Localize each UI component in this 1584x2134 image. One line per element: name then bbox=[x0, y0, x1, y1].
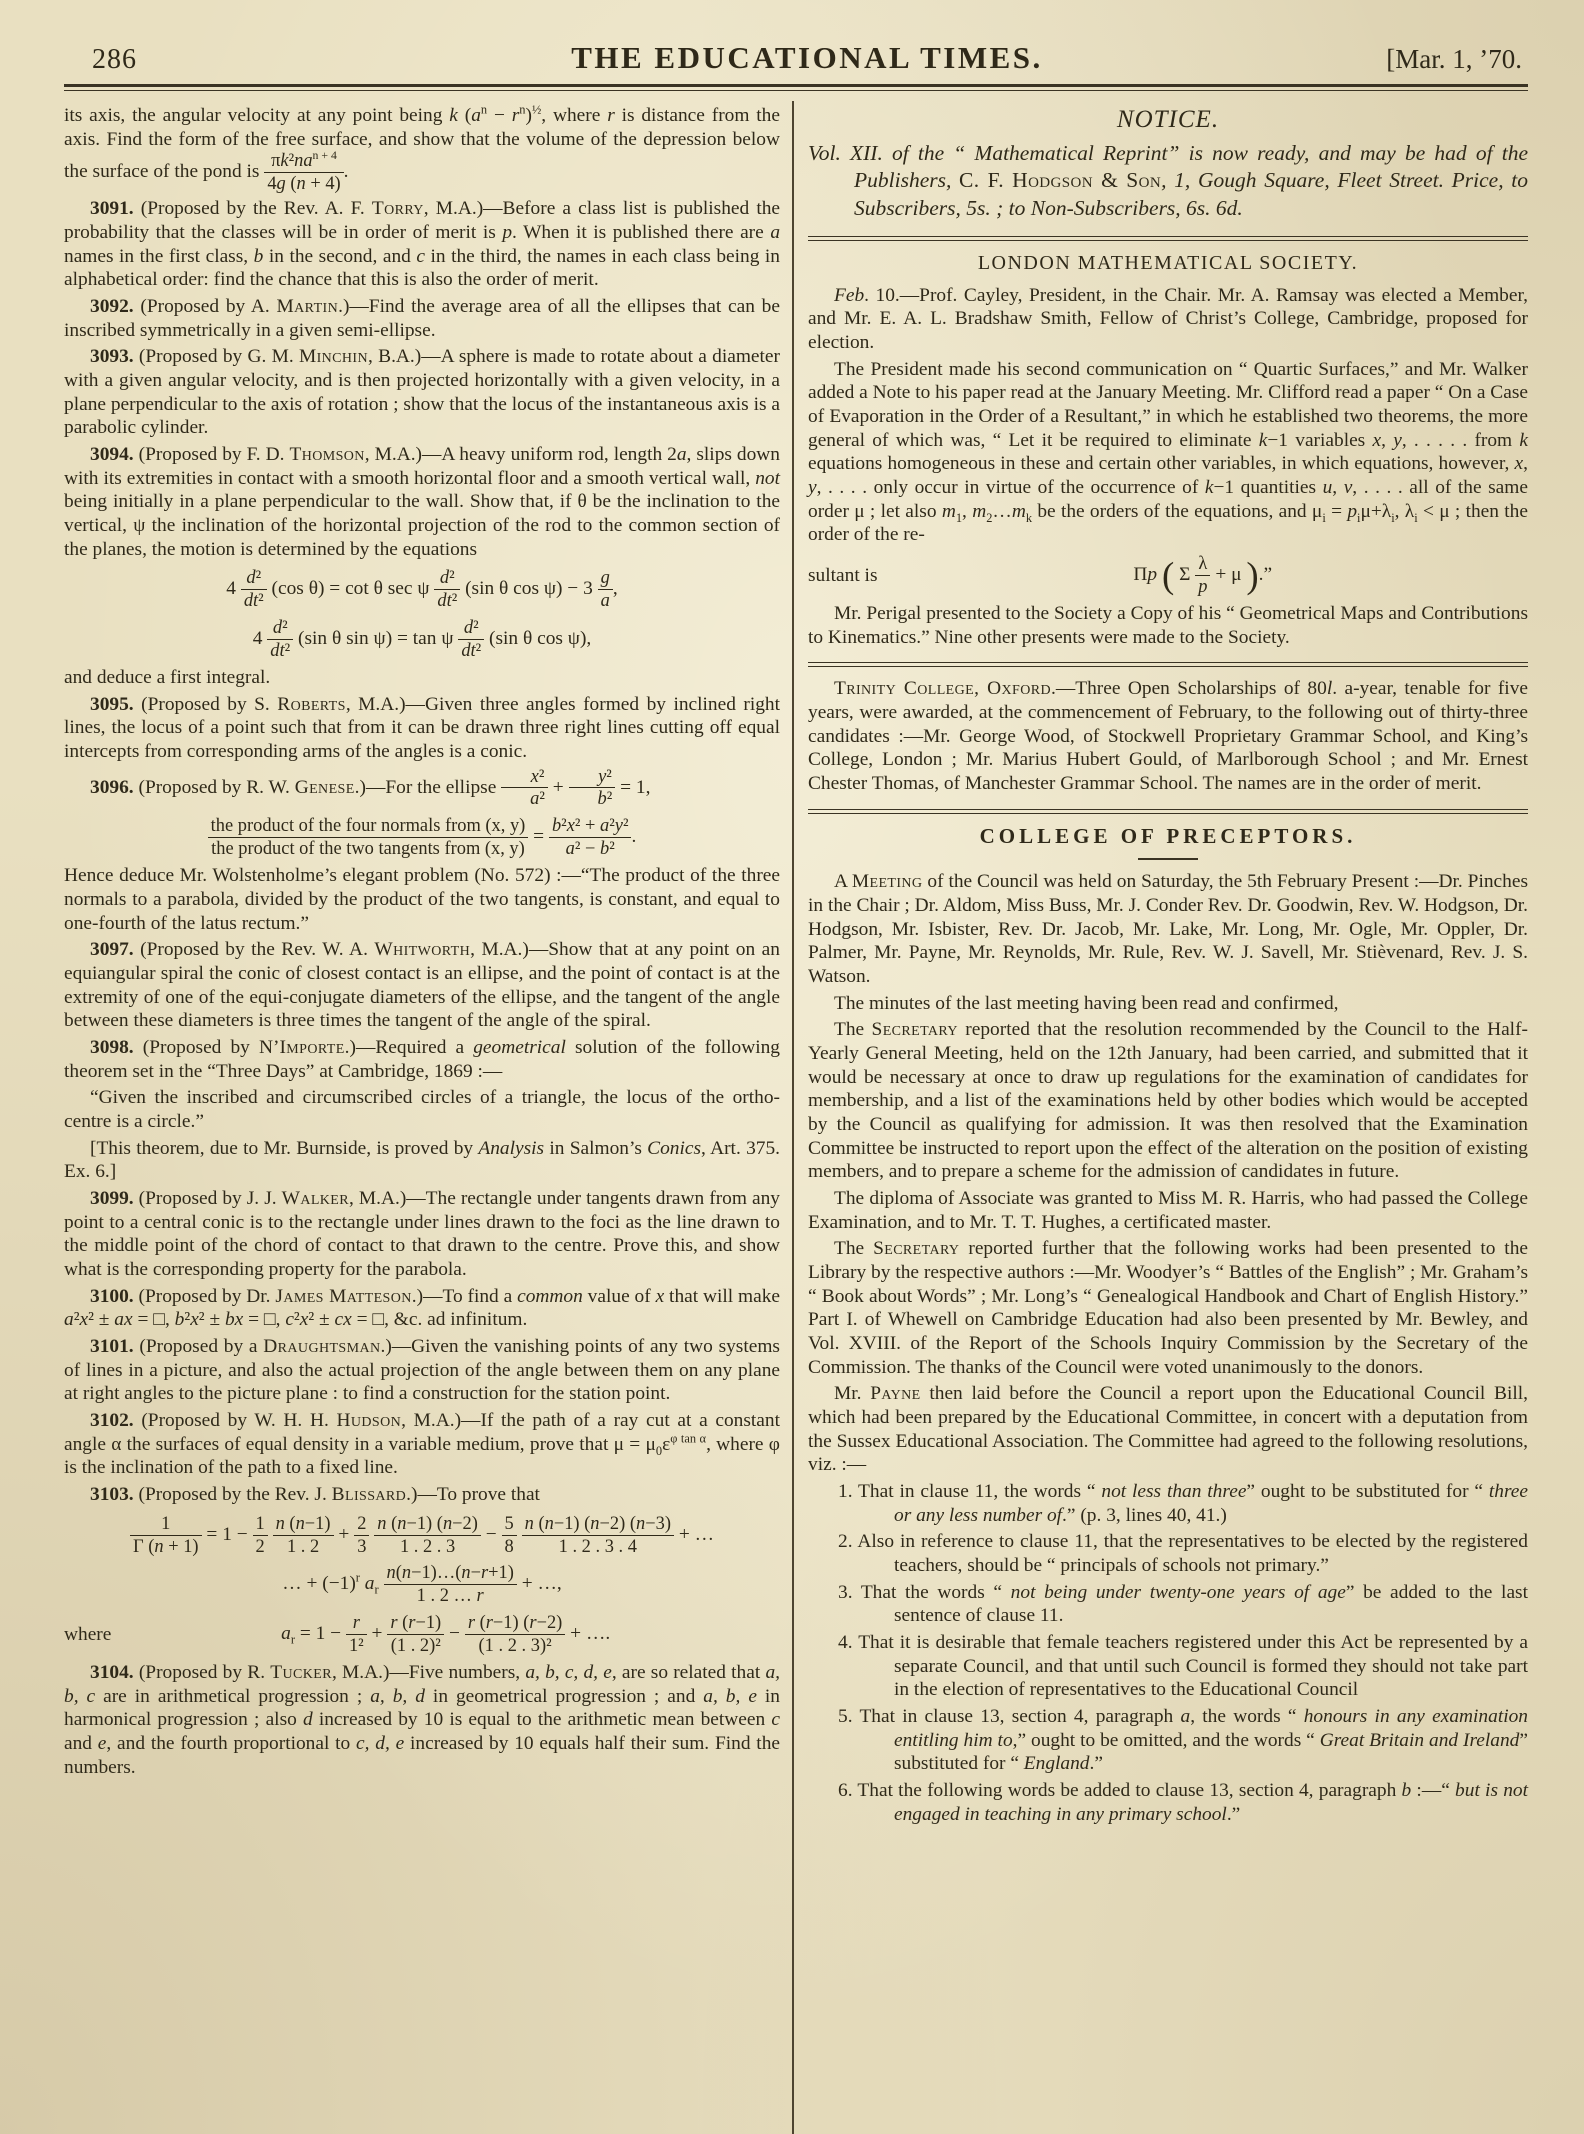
equation-3103-where bbox=[64, 1613, 780, 1656]
equation-3096: $\frac{\text{the product of the four normals from (x, y)}}{\text{the product of the two tangents from (x, y)}}$ = $\frac{\text{b²x² + a²y²}}{\text{a² − b²}}$ . bbox=[64, 816, 780, 859]
problem-3091: 3091. (Proposed by the Rev. A. F. Torry, M.A.)—Before a class list is published the probability that the classes will be in order of merit is p. When it is published there are a names in the first class, b in the second, and c in the third, the names in each class being in alphabetical order: find the chance that this is also the order of merit. bbox=[64, 198, 781, 291]
problem-3096: 3096. (Proposed by R. W. Genese.)—For the ellipse $\frac{\text{x²}}{\text{a²}}$ + $\frac{\text{y²}}{\text{b²}}$ = 1, bbox=[90, 765, 651, 809]
resultant-equation-body: Πp ( Σ $\frac{\lambda}{p}$ + μ ).” bbox=[1133, 553, 1273, 596]
left-column bbox=[64, 101, 780, 2134]
notice-heading: NOTICE. bbox=[1116, 106, 1220, 133]
heading-divider bbox=[1138, 858, 1198, 860]
page-header bbox=[64, 34, 1528, 84]
lms-paragraph-1: Feb. 10.—Prof. Cayley, President, in the Chair. Mr. A. Ramsay was elected a Member, and Mr. E. A. L. Bradshaw Smith, Fellow of Christ’s College, Cambridge, proposed for election. bbox=[808, 284, 1528, 354]
problem-3097: 3097. (Proposed by the Rev. W. A. Whitworth, M.A.)—Show that at any point on an equiangular spiral the conic of closest contact is an ellipse, and the point of contact is at the extremity of one of the equi-conjugate diameters of the ellipse, and the tangent of the angle between these diameters is three times the tangent of the angle of the spiral. bbox=[64, 939, 780, 1032]
problem-3093: 3093. (Proposed by G. M. Minchin, B.A.)—A sphere is made to rotate about a diameter with a given angular velocity, and is then projected horizontally with a given velocity, in a plane perpendicular to the axis of rotation ; show that the locus of the instantaneous axis is a parabolic cylinder. bbox=[64, 346, 780, 439]
equation-3103-line2: … + $(-1)^r$ $a_r$ $\frac{n(n-1)\dots(n-r+1)}{1 . 2 \dots r}$ + …, bbox=[282, 1562, 562, 1606]
equation-3094-line1: 4 $\frac{\text{d²}}{\text{dt²}}$ (cos θ) = cot θ sec ψ $\frac{\text{d²}}{\text{dt²}}$ (sin θ cos ψ) − 3 $\frac{g}{a}$ , bbox=[226, 567, 618, 611]
lms-paragraph-3: Mr. Perigal presented to the Society a Copy of his “ Geometrical Maps and Contributions to Kinematics.” Nine other presents were made to the Society. bbox=[808, 602, 1528, 648]
problem-3095: 3095. (Proposed by S. Roberts, M.A.)—Given three angles formed by inclined right lines, the locus of a point such that from it can be drawn three right lines cutting off equal intercepts from corresponding arms of the angles is a conic. bbox=[64, 693, 781, 762]
intro-continuation-paragraph: its axis, the angular velocity at any point being k $(a^n - r^n)^{\frac{1}{2}}$, where r is distance from the axis. Find the form of the free surface, and show that the volume of the depression below the surface of the pond is $\frac{\pi k^2na^{n + 4}}{4g (n + 4)}$ . bbox=[64, 102, 780, 194]
college-of-preceptors-heading: COLLEGE OF PRECEPTORS. bbox=[979, 823, 1357, 848]
problem-3092: 3092. (Proposed by A. Martin.)—Find the average area of all the ellipses that can be inscribed symmetrically in a given semi-ellipse. bbox=[64, 295, 780, 341]
problem-3104: 3104. (Proposed by R. Tucker, M.A.)—Five numbers, a, b, c, d, e, are so related that a, b, c are in arithmetical progression ; a, b, d in geometrical progression ; and a, b, e in harmonical progression ; also d increased by 10 is equal to the arithmetic mean between c and e, and the fourth proportional to c, d, e increased by 10 equals half their sum. Find the numbers. bbox=[64, 1662, 780, 1778]
cop-meeting-paragraph: A Meeting of the Council was held on Saturday, the 5th February Present :—Dr. Pinches in the Chair ; Dr. Aldom, Miss Buss, Mr. J. Conder Rev. Dr. Goodwin, Rev. W. Hodgson, Dr. Hodgson, Mr. Isbister, Rev. Dr. Jacob, Mr. Lake, Mr. Long, Mr. Ogle, Mr. Oppler, Dr. Palmer, Mr. Payne, Mr. Reynolds, Mr. Rule, Rev. W. J. Savell, Mr. Stièvenard, Rev. J. S. Watson. bbox=[808, 871, 1529, 987]
notice-body: Vol. XII. of the “ Mathematical Reprint” is now ready, and may be had of the Publishers, C. F. Hodgson & Son, 1, Gough Square, Fleet Street. Price, to Subscribers, 5s. ; to Non-Subscribers, 6s. 6d. bbox=[808, 140, 1528, 221]
page-number: 286 bbox=[92, 44, 137, 75]
resolution-2: 2. Also in reference to clause 11, that the representatives to be elected by the registered teachers, should be “ principals of schools not primary.” bbox=[838, 1531, 1528, 1577]
cop-library-paragraph: The Secretary reported further that the following works had been presented to the Library by the respective authors :—Mr. Woodyer’s “ Battles of the English” ; Mr. Graham’s “ Book about Words” ; Mr. Long’s “ Genealogical Handbook and Chart of English History.” Part I. of Whewell on Cambridge Education had also been presented by Mr. Bewley, and Vol. XVIII. of the Report of the Schools Inquiry Commission by the Secretary of the Commission. The thanks of the Council were voted unanimously to the donors. bbox=[808, 1238, 1528, 1378]
problem-3103: 3103. (Proposed by the Rev. J. Blissard.)—To prove that bbox=[90, 1483, 540, 1505]
section-rule bbox=[808, 662, 1528, 667]
cop-payne-paragraph: Mr. Payne then laid before the Council a report upon the Educational Council Bill, which had been prepared by the Educational Committee, in concert with a deputation from the Sussex Educational Association. The Committee had agreed to the following resolutions, viz. :— bbox=[808, 1383, 1528, 1476]
problem-3098-quote: “Given the inscribed and circumscribed circles of a triangle, the locus of the ortho-centre is a circle.” bbox=[64, 1087, 780, 1132]
section-rule bbox=[808, 236, 1528, 241]
lms-resultant-equation bbox=[808, 554, 1528, 597]
resolution-4: 4. That it is desirable that female teachers registered under this Act be represented by a separate Council, and that until such Council is formed they should not take part in the election of representatives to the Educational Council bbox=[838, 1632, 1528, 1701]
page-columns bbox=[64, 101, 1528, 2134]
problem-3099: 3099. (Proposed by J. J. Walker, M.A.)—The rectangle under tangents drawn from any point to a central conic is to the rectangle under lines drawn to the foci as the line drawn to the middle point of the chord of contact to that drawn to the centre. Prove this, and show what is the corresponding property for the parabola. bbox=[64, 1187, 780, 1280]
problem-3101: 3101. (Proposed by a Draughtsman.)—Given the vanishing points of any two systems of lines in a picture, and also the actual projection of the angle between them on any plane at right angles to the picture plane : to find a construction for the station point. bbox=[64, 1335, 780, 1405]
problem-3100: 3100. (Proposed by Dr. James Matteson.)—To find a common value of x that will make a²x² ± ax = □, b²x² ± bx = □, c²x² ± cx = □, &c. ad infinitum. bbox=[64, 1285, 781, 1331]
resolution-3: 3. That the words “ not being under twenty-one years of age” be added to the last sentence of clause 11. bbox=[838, 1581, 1528, 1627]
equation-3103-where-body: $a_r = 1$ − $\frac{r}{\text{1²}}$ + $\frac{r (r-1)}{\text{(1 . 2)²}}$ − $\frac{r (r-1) (r-2)}{\text{(1 . 2 . 3)²}}$ + …. bbox=[281, 1612, 611, 1656]
header-rule bbox=[64, 84, 1528, 91]
equation-3103-line1: $\frac{1}{\Gamma (n + 1)}$ = 1 − $\frac{1}{2}$ $\frac{n (n-1)}{1 . 2}$ + $\frac{2}{3}$ $\frac{n (n-1) (n-2)}{1 . 2 . 3}$ − $\frac{5}{8}$ $\frac{n (n-1) (n-2) (n-3)}{1 . 2 . 3 . 4}$ + … bbox=[64, 1514, 780, 1557]
resolution-1: 1. That in clause 11, the words “ not less than three” ought to be substituted for “ three or any less number of.” (p. 3, lines 40, 41.) bbox=[838, 1481, 1528, 1526]
problem-3094: 3094. (Proposed by F. D. Thomson, M.A.)—A heavy uniform rod, length 2a, slips down with its extremities in contact with a smooth horizontal floor and a smooth vertical wall, not being initially in a plane perpendicular to the wall. Show that, if θ be the inclination to the vertical, ψ the inclination of the horizontal projection of the rod to the common section of the planes, the motion is determined by the equations bbox=[64, 443, 780, 560]
equation-3094-line2: 4 $\frac{\text{d²}}{\text{dt²}}$ (sin θ sin ψ) = tan ψ $\frac{\text{d²}}{\text{dt²}}$ (sin θ cos ψ), bbox=[252, 617, 592, 660]
problem-3098-note: [This theorem, due to Mr. Burnside, is proved by Analysis in Salmon’s Conics, Art. 375. Ex. 6.] bbox=[64, 1137, 780, 1183]
lms-heading: LONDON MATHEMATICAL SOCIETY. bbox=[977, 252, 1359, 275]
journal-title: THE EDUCATIONAL TIMES. bbox=[571, 40, 1043, 75]
resultant-label: sultant is bbox=[808, 564, 878, 586]
column-divider bbox=[792, 101, 794, 2134]
section-rule bbox=[808, 809, 1528, 814]
cop-minutes-paragraph: The minutes of the last meeting having been read and confirmed, bbox=[834, 992, 1339, 1014]
cop-diploma-paragraph: The diploma of Associate was granted to Miss M. R. Harris, who had passed the College Examination, and to Mr. T. T. Hughes, a certificated master. bbox=[808, 1187, 1528, 1233]
problem-3096-remark: Hence deduce Mr. Wolstenholme’s elegant problem (No. 572) :—“The product of the three normals to a parabola, divided by the product of the two tangents, is constant, and equal to one-fourth of the latus rectum.” bbox=[64, 865, 780, 934]
where-label: where bbox=[64, 1623, 112, 1645]
problem-3094-closing: and deduce a first integral. bbox=[64, 666, 271, 688]
resolution-5: 5. That in clause 13, section 4, paragraph a, the words “ honours in any examination entitling him to,” ought to be omitted, and the words “ Great Britain and Ireland” substituted for “ England.” bbox=[838, 1706, 1528, 1775]
resolution-6: 6. That the following words be added to clause 13, section 4, paragraph b :—“ but is not engaged in teaching in any primary school.” bbox=[838, 1780, 1528, 1825]
problem-3098: 3098. (Proposed by N’Importe.)—Required a geometrical solution of the following theorem set in the “Three Days” at Cambridge, 1869 :— bbox=[64, 1036, 780, 1082]
right-column bbox=[808, 101, 1528, 2134]
issue-date: [Mar. 1, ’70. bbox=[1386, 44, 1522, 74]
trinity-college-paragraph: Trinity College, Oxford.—Three Open Scholarships of 80l. a-year, tenable for five years, were awarded, at the commencement of February, to the following out of thirty-three candidates :—Mr. George Wood, of Stockwell Proprietary Grammar School, and King’s College, London ; Mr. Marius Hubert Gould, of Marlborough School ; and Mr. Ernest Chester Thomas, of Manchester Grammar School. The names are in the order of merit. bbox=[808, 678, 1528, 794]
cop-secretary-paragraph: The Secretary reported that the resolution recommended by the Council to the Half-Yearly General Meeting, held on the 12th January, had been carried, and submitted that it would be necessary at once to draw up regulations for the examination of candidates for membership, and a list of the examinations held by other bodies which would be accepted by the Council as qualifying for admission. It was then resolved that the Examination Committee be instructed to report upon the effect of the alteration on the position of existing members, and to prepare a scheme for the admission of candidates in future. bbox=[808, 1019, 1528, 1183]
problem-3102: 3102. (Proposed by W. H. H. Hudson, M.A.)—If the path of a ray cut at a constant angle α the surfaces of equal density in a variable medium, prove that $\mu = \mu_0\varepsilon^{\varphi tan \alpha}$, where φ is the inclination of the path to a fixed line. bbox=[64, 1409, 780, 1479]
lms-paragraph-2: The President made his second communication on “ Quartic Surfaces,” and Mr. Walker added a Note to his paper read at the January Meeting. Mr. Clifford read a paper “ On a Case of Evaporation in the Order of a Resultant,” in which he established two theorems, the more general of which was, “ Let it be required to eliminate k−1 variables x, y, . . . . . from k equations homogeneous in these and certain other variables, in which equations, however, x, y, . . . . only occur in virtue of the occurrence of k−1 quantities u, v, . . . . all of the same order μ ; let also $m_1$, $m_2\dots m_k$ be the orders of the equations, and $\mu_i = p_i\mu+\lambda_i$, $\lambda_i < \mu$ ; then the order of the re- bbox=[808, 358, 1528, 546]
